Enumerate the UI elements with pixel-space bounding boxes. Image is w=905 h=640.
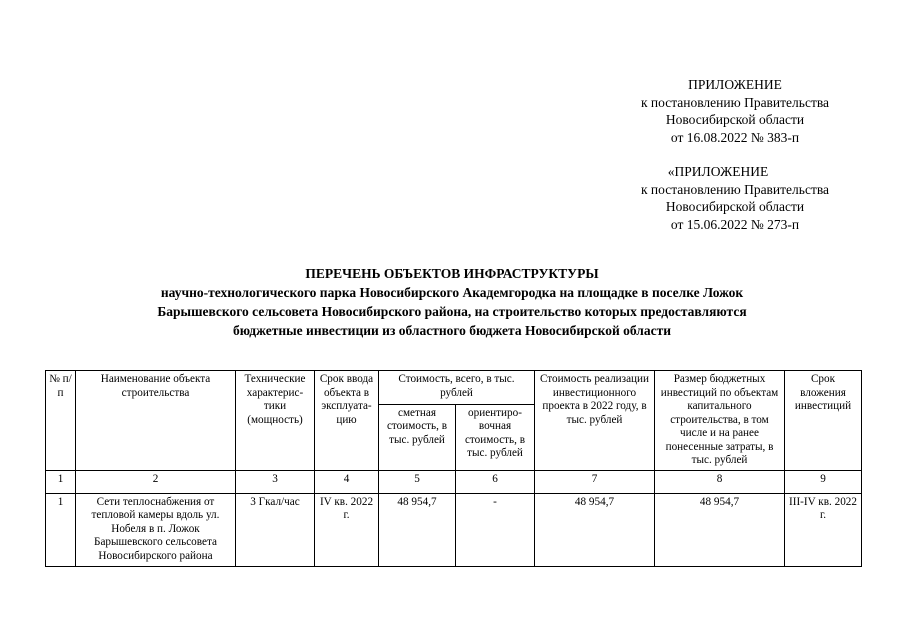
title-line: научно-технологического парка Новосибирского Академгородка на площадке в поселке Ложок bbox=[160, 285, 744, 300]
header-cost-estimate: сметная стоимость, в тыс. рублей bbox=[379, 404, 456, 470]
header-tech: Технические характерис-тики (мощность) bbox=[236, 371, 315, 471]
appendix-title: ПРИЛОЖЕНИЕ bbox=[688, 77, 782, 92]
cell-name: Сети теплоснабжения от тепловой камеры вдоль ул. Нобеля в п. Ложок Барышевского сельсовета Новосибирского района bbox=[76, 493, 236, 566]
appendix-line: Новосибирской области bbox=[665, 199, 805, 214]
appendix-title: «ПРИЛОЖЕНИЕ bbox=[667, 164, 769, 179]
cell-term: IV кв. 2022 г. bbox=[315, 493, 379, 566]
header-budget: Размер бюджетных инвестиций по объектам капитального строительства, в том числе и на ранее понесенные затраты, в тыс. рублей bbox=[655, 371, 785, 471]
cell-cost-estimate: 48 954,7 bbox=[379, 493, 456, 566]
column-number: 3 bbox=[236, 470, 315, 493]
header-cost-approx: ориентиро-вочная стоимость, в тыс. рублей bbox=[456, 404, 535, 470]
header-cost-total: Стоимость, всего, в тыс. рублей bbox=[379, 371, 535, 405]
column-number: 2 bbox=[76, 470, 236, 493]
column-number: 4 bbox=[315, 470, 379, 493]
column-number: 8 bbox=[655, 470, 785, 493]
column-number: 1 bbox=[46, 470, 76, 493]
header-no: № п/п bbox=[46, 371, 76, 471]
cell-budget: 48 954,7 bbox=[655, 493, 785, 566]
appendix-line: к постановлению Правительства bbox=[640, 94, 830, 110]
appendix-block-current bbox=[600, 76, 870, 146]
column-number: 9 bbox=[785, 470, 862, 493]
appendix-date-number: от 15.06.2022 № 273-п bbox=[670, 216, 800, 232]
cell-no: 1 bbox=[46, 493, 76, 566]
table-header-row bbox=[46, 371, 862, 405]
appendix-block-previous bbox=[600, 163, 870, 233]
cell-invest-term: III-IV кв. 2022 г. bbox=[785, 493, 862, 566]
title-line: бюджетные инвестиции из областного бюджета Новосибирской области bbox=[233, 323, 671, 338]
column-number: 7 bbox=[535, 470, 655, 493]
appendix-line: Новосибирской области bbox=[665, 112, 805, 127]
header-term: Срок ввода объекта в эксплуата-цию bbox=[315, 371, 379, 471]
column-number-row bbox=[46, 470, 862, 493]
header-project-cost: Стоимость реализации инвестиционного проекта в 2022 году, в тыс. рублей bbox=[535, 371, 655, 471]
column-number: 6 bbox=[456, 470, 535, 493]
cell-project-cost: 48 954,7 bbox=[535, 493, 655, 566]
appendix-line: к постановлению Правительства bbox=[640, 181, 830, 197]
cell-tech: 3 Гкал/час bbox=[236, 493, 315, 566]
header-invest-term: Срок вложения инвестиций bbox=[785, 371, 862, 471]
appendix-date-number: от 16.08.2022 № 383-п bbox=[670, 129, 800, 145]
title-line: ПЕРЕЧЕНЬ ОБЪЕКТОВ ИНФРАСТРУКТУРЫ bbox=[305, 266, 599, 281]
title-line: Барышевского сельсовета Новосибирского района, на строительство которых предоставляются bbox=[157, 304, 747, 319]
document-title bbox=[70, 264, 834, 340]
table-row bbox=[46, 493, 862, 566]
column-number: 5 bbox=[379, 470, 456, 493]
cell-cost-approx: - bbox=[456, 493, 535, 566]
header-name: Наименование объекта строительства bbox=[76, 371, 236, 471]
infrastructure-table bbox=[45, 370, 862, 567]
